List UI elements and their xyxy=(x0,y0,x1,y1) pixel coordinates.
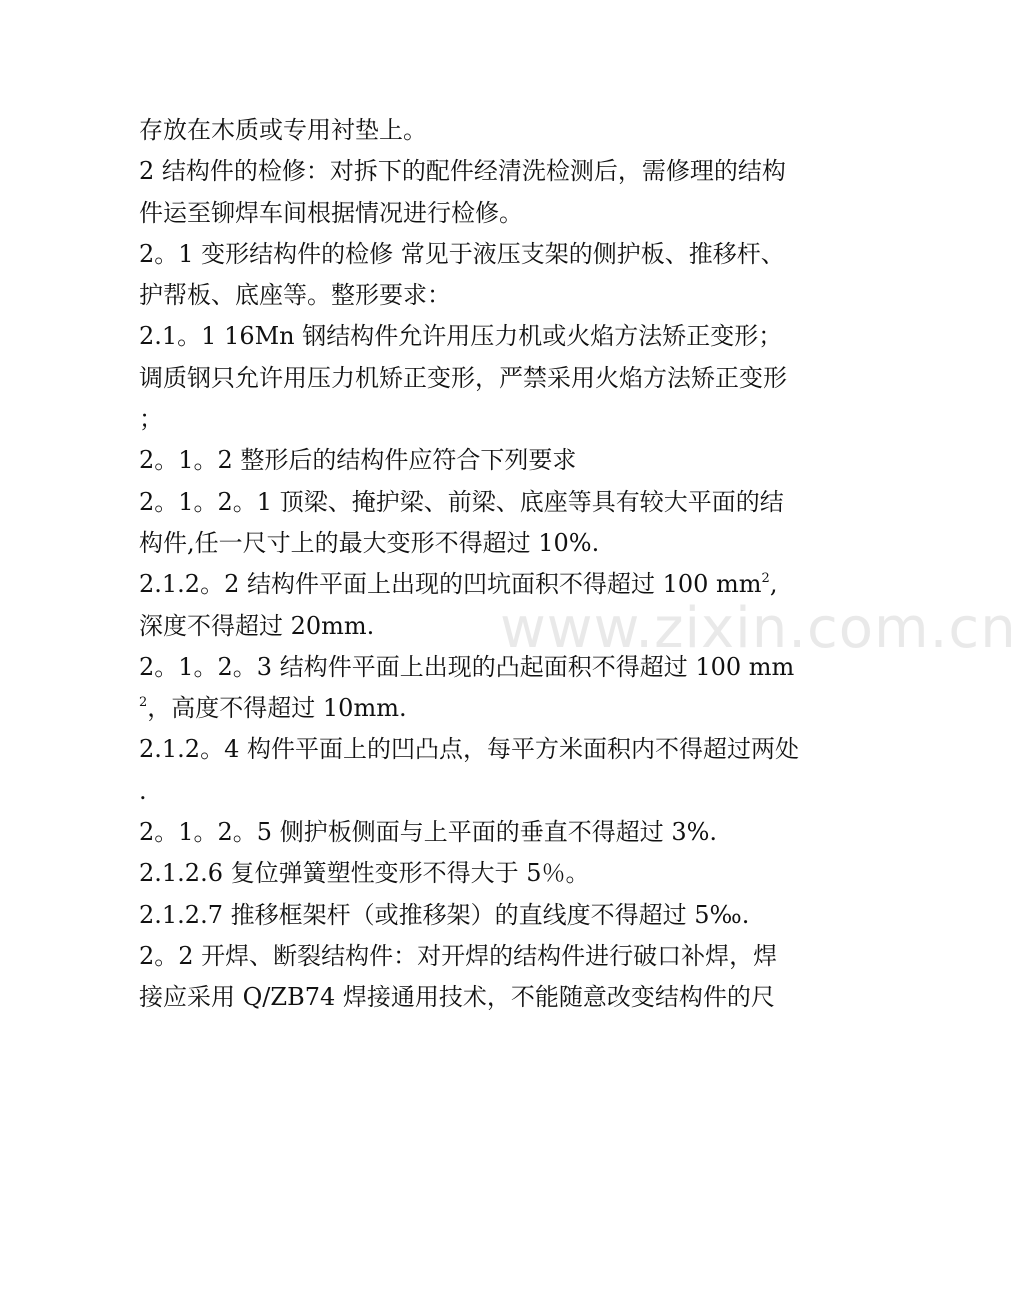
bulge-area-superscript: 2 xyxy=(139,695,148,711)
paragraph-deformed-parts: 2。1 变形结构件的检修 常见于液压支架的侧护板、推移杆、护帮板、底座等。整形要求： xyxy=(139,239,785,310)
paragraph-dent-points: 2.1.2。4 构件平面上的凹凸点，每平方米面积内不得超过两处. xyxy=(139,735,799,805)
bulge-text-after: ，高度不得超过 10mm. xyxy=(147,694,407,723)
paragraph-structural-repair: 2 结构件的检修：对拆下的配件经清洗检测后，需修理的结构件运至铆焊车间根据情况进行检修。 xyxy=(139,157,786,227)
paragraph-side-guard-perpendicularity: 2。1。2。5 侧护板侧面与上平面的垂直不得超过 3%. xyxy=(139,818,718,847)
paragraph-spring-deformation: 2.1.2.6 复位弹簧塑性变形不得大于 5％。 xyxy=(139,859,590,888)
dent-area-superscript: 2 xyxy=(761,571,770,587)
paragraph-shaping-requirements: 2。1。2 整形后的结构件应符合下列要求 xyxy=(139,446,577,475)
paragraph-dent-area xyxy=(139,564,799,647)
document-body xyxy=(139,110,799,1019)
bulge-text-before: 2。1。2。3 结构件平面上出现的凸起面积不得超过 100 mm xyxy=(139,652,795,681)
paragraph-straightening-method: 2.1。1 16Mn 钢结构件允许用压力机或火焰方法矫正变形；调质钢只允许用压力机矫正变形，严禁采用火焰方法矫正变形； xyxy=(139,322,787,434)
paragraph-storage: 存放在木质或专用衬垫上。 xyxy=(139,116,427,144)
paragraph-welding-repair: 2。2 开焊、断裂结构件：对开焊的结构件进行破口补焊，焊接应采用 Q/ZB74 焊接通用技术，不能随意改变结构件的尺 xyxy=(139,941,778,1012)
paragraph-push-rod-straightness: 2.1.2.7 推移框架杆（或推移架）的直线度不得超过 5‰. xyxy=(139,900,750,929)
site-watermark: www.zixin.com.cn xyxy=(500,596,1017,661)
dent-text-after: ,深度不得超过 20mm. xyxy=(139,570,778,640)
dent-text-before: 2.1.2。2 结构件平面上出现的凹坑面积不得超过 100 mm xyxy=(139,570,762,599)
paragraph-bulge-area xyxy=(139,647,799,730)
paragraph-max-deformation: 2。1。2。1 顶梁、掩护梁、前梁、底座等具有较大平面的结构件,任一尺寸上的最大变形不得超过 10%. xyxy=(139,487,784,557)
